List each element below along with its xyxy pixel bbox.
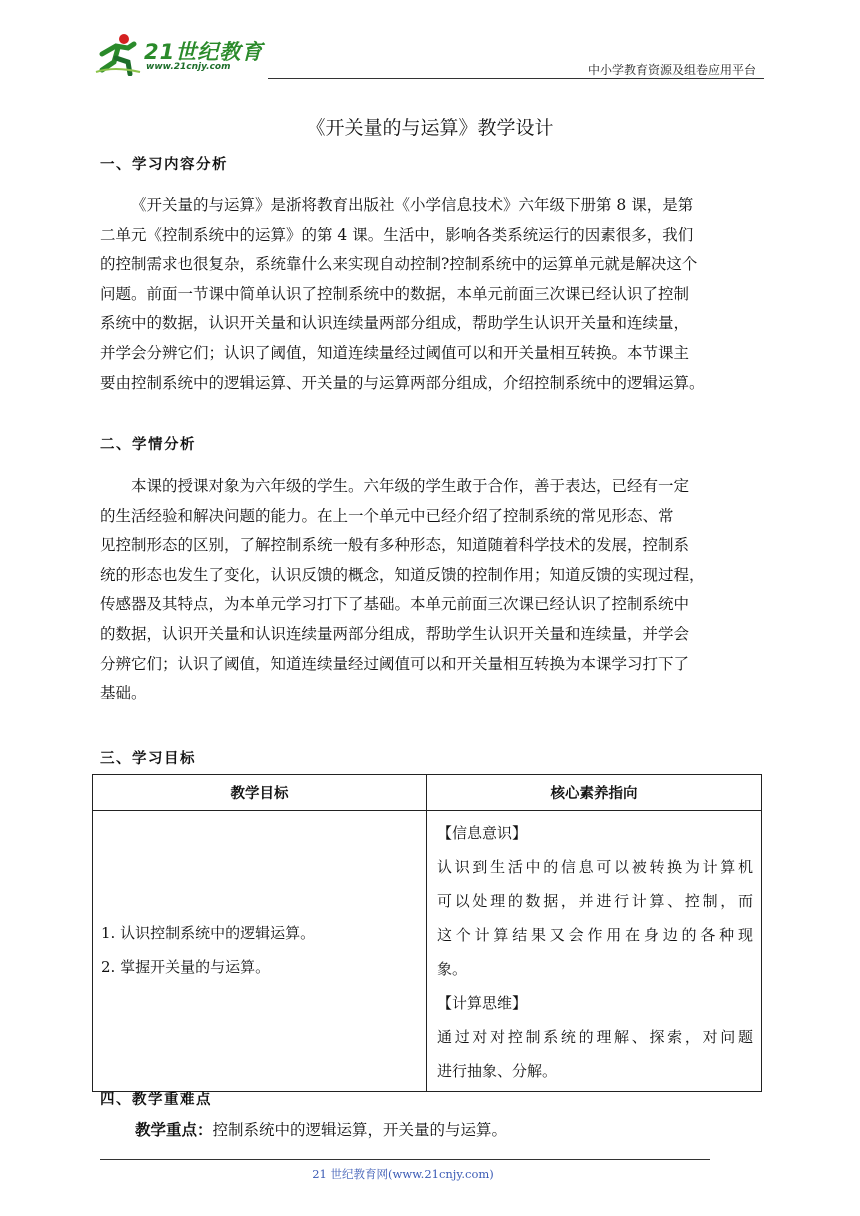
learner-analysis-paragraph [100,472,762,709]
section-heading-key-difficulties: 四、教学重难点 [100,1092,212,1108]
runner-logo-icon [94,32,142,76]
core-literacy-cell [427,811,762,1092]
paragraph-line: 系统中的数据，认识开关量和认识连续量两部分组成，帮助学生认识开关量和连续量， [100,314,690,333]
column-header-core-literacy: 核心素养指向 [427,775,762,811]
paragraph-line: 统的形态也发生了变化，认识反馈的概念，知道反馈的控制作用；知道反馈的实现过程， [100,565,705,584]
paragraph-line: 本课的授课对象为六年级的学生。六年级的学生敢于合作，善于表达，已经有一定 [131,477,690,495]
paragraph-line: 的数据，认识开关量和认识连续量两部分组成，帮助学生认识开关量和连续量，并学会 [100,624,690,643]
paragraph-line: 见控制形态的区别，了解控制系统一般有多种形态，知道随着科学技术的发展，控制系 [100,536,690,555]
table-row [93,811,762,1092]
logo-text: 21世纪教育 [144,40,264,64]
page-header [94,30,764,78]
key-point-label: 教学重点： [135,1121,213,1139]
goal-list [101,916,315,984]
teaching-goals-cell [93,811,427,1092]
footer-link[interactable]: 21 世纪教育网(www.21cnjy.com) [312,1167,494,1181]
section-heading-learning-objectives: 三、学习目标 [100,751,196,767]
paragraph-line: 传感器及其特点，为本单元学习打下了基础。本单元前面三次课已经认识了控制系统中 [100,595,690,614]
header-divider [268,78,764,79]
content-analysis-paragraph [100,191,762,398]
column-header-teaching-goals: 教学目标 [93,775,427,811]
literacy-text-line: 通过对对控制系统的理解、探索，对问题 [437,1028,753,1046]
footer-divider [100,1159,710,1160]
paragraph-line: 的控制需求也很复杂，系统靠什么来实现自动控制?控制系统中的运算单元就是解决这个 [100,255,698,274]
section-heading-content-analysis: 一、学习内容分析 [100,157,228,173]
key-point-text: 控制系统中的逻辑运算，开关量的与运算。 [212,1121,508,1139]
literacy-text-line: 进行抽象、分解。 [437,1062,558,1080]
document-title: 《开关量的与运算》教学设计 [306,117,554,139]
paragraph-line: 问题。前面一节课中简单认识了控制系统中的数据，本单元前面三次课已经认识了控制 [100,284,690,303]
platform-tagline: 中小学教育资源及组卷应用平台 [587,63,756,77]
paragraph-line: 二单元《控制系统中的运算》的第 4 课。生活中，影响各类系统运行的因素很多，我们 [100,225,694,244]
paragraph-line: 《开关量的与运算》是浙将教育出版社《小学信息技术》六年级下册第 8 课，是第 [131,196,694,214]
site-logo[interactable] [94,30,274,78]
section-heading-learner-analysis: 二、学情分析 [100,437,196,453]
list-item: 2. 掌握开关量的与运算。 [101,958,271,976]
paragraph-line: 分辨它们；认识了阈值，知道连续量经过阈值可以和开关量相互转换为本课学习打下了 [100,654,690,673]
literacy-text-line: 象。 [437,960,468,978]
paragraph-line: 并学会分辨它们；认识了阈值，知道连续量经过阈值可以和开关量相互转换。本节课主 [100,343,690,362]
literacy-tag-computational: 【计算思维】 [437,994,528,1012]
literacy-text-line: 认识到生活中的信息可以被转换为计算机 [437,858,753,876]
literacy-text-line: 可以处理的数据，并进行计算、控制，而 [437,892,753,910]
logo-url: www.21cnjy.com [146,62,231,72]
literacy-text-line: 这个计算结果又会作用在身边的各种现 [437,926,753,944]
objectives-table [92,774,762,1092]
paragraph-line: 基础。 [100,684,147,703]
teaching-key-point [135,1118,507,1140]
literacy-tag-information: 【信息意识】 [437,824,528,842]
list-item: 1. 认识控制系统中的逻辑运算。 [101,924,316,942]
table-header-row [93,775,762,811]
paragraph-line: 的生活经验和解决问题的能力。在上一个单元中已经介绍了控制系统的常见形态、常 [100,506,674,525]
paragraph-line: 要由控制系统中的逻辑运算、开关量的与运算两部分组成，介绍控制系统中的逻辑运算。 [100,373,705,392]
